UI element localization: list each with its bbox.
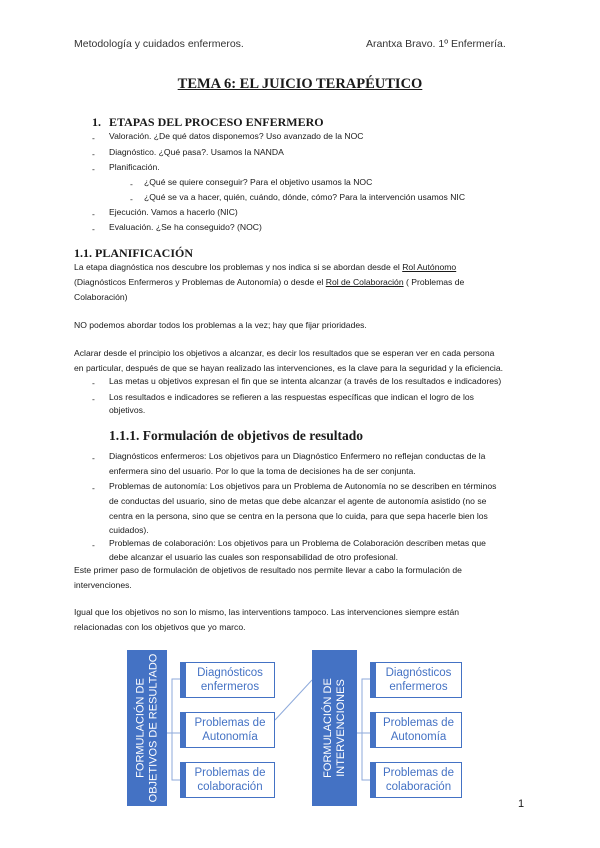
list-item: Problemas de autonomía: Los objetivos para un Problema de Autonomía no se describen en términos (109, 481, 497, 491)
dash-marker: - (92, 378, 95, 388)
dash-marker: - (92, 540, 95, 550)
list-item: cuidados). (109, 525, 149, 535)
intervenciones-bar (312, 650, 357, 806)
paragraph: relacionadas con los objetivos que yo marco. (74, 622, 246, 632)
dash-marker: - (130, 194, 133, 204)
paragraph: Aclarar desde el principio los objetivos a alcanzar, es decir los resultados que se esperan ver en cada persona (74, 348, 495, 358)
paragraph: NO podemos abordar todos los problemas a la vez; hay que fijar prioridades. (74, 320, 367, 330)
paragraph: Colaboración) (74, 292, 128, 302)
header-right: Arantxa Bravo. 1º Enfermería. (366, 38, 506, 50)
dash-marker: - (92, 224, 95, 234)
objetivos-bar-label: FORMULACIÓN DE OBJETIVOS DE RESULTADO (134, 653, 160, 803)
connector-line (275, 680, 312, 720)
header-left: Metodología y cuidados enfermeros. (74, 38, 244, 50)
connector-line (167, 679, 180, 733)
paragraph: Igual que los objetivos no son lo mismo, las interventions tampoco. Las intervenciones siempre están (74, 607, 460, 617)
list-item: Problemas de colaboración: Los objetivos para un Problema de Colaboración describen metas que (109, 538, 486, 548)
text-span: La etapa diagnóstica nos descubre los problemas y nos indica si se abordan desde el (74, 262, 403, 272)
dash-marker: - (130, 179, 133, 189)
list-item: centra en la persona, sino que se centra en la persona que lo cuida, para que sepa hacerle bien los (109, 511, 488, 521)
dash-marker: - (92, 164, 95, 174)
list-item: debe alcanzar el usuario las cuales son responsabilidad de otro profesional. (109, 552, 399, 562)
list-item: Valoración. ¿De qué datos disponemos? Uso avanzado de la NOC (109, 131, 364, 141)
list-item: Diagnósticos enfermeros: Los objetivos para un Diagnóstico Enfermero no reflejan conductas de la (109, 451, 486, 461)
paragraph: en particular, después de que se hayan realizado las intervenciones, es la clave para la seguridad y la eficiencia. (74, 363, 503, 373)
rol-autonomo-text: Rol Autónomo (402, 262, 457, 272)
rol-colaboracion-text: Rol de Colaboración (325, 277, 404, 287)
page-number: 1 (518, 798, 525, 810)
list-item: Las metas u objetivos expresan el fin que se intenta alcanzar (a través de los resultados e indicadores) (109, 376, 502, 386)
list-item: Planificación. (109, 162, 160, 172)
box-autonomia-left: Problemas de Autonomía (180, 712, 275, 748)
section11-heading: 1.1. PLANIFICACIÓN (74, 246, 194, 260)
dash-marker: - (92, 394, 95, 404)
list-subitem: ¿Qué se va a hacer, quién, cuándo, dónde, cómo? Para la intervención usamos NIC (144, 192, 466, 202)
paragraph: intervenciones. (74, 580, 132, 590)
section1-number: 1. (92, 115, 101, 129)
list-item: enfermera sino del usuario. Por lo que la toma de decisiones ha de ser conjunta. (109, 466, 416, 476)
list-item: de conductas del usuario, sino de metas que debe alcanzar el agente de autonomía asistido (no se (109, 496, 487, 506)
connector-line (362, 733, 370, 780)
list-item: objetivos. (109, 405, 146, 415)
list-item: Diagnóstico. ¿Qué pasa?. Usamos la NANDA (109, 147, 284, 157)
text-span: ( Problemas de (403, 277, 465, 287)
dash-marker: - (92, 453, 95, 463)
dash-marker: - (92, 149, 95, 159)
dash-marker: - (92, 209, 95, 219)
dash-marker: - (92, 133, 95, 143)
intervenciones-bar-label: FORMULACIÓN DE INTERVENCIONES (321, 678, 347, 778)
list-subitem: ¿Qué se quiere conseguir? Para el objetivo usamos la NOC (144, 177, 373, 187)
paragraph: Este primer paso de formulación de objetivos de resultado nos permite llevar a cabo la formulación de (74, 565, 462, 575)
box-colaboracion-right: Problemas de colaboración (370, 762, 462, 798)
list-item: Los resultados e indicadores se refieren a las respuestas específicas que indican el logro de los (109, 392, 474, 402)
list-item: Evaluación. ¿Se ha conseguido? (NOC) (109, 222, 262, 232)
text-span: (Diagnósticos Enfermeros y Problemas de Autonomía) o desde el (74, 277, 326, 287)
connector-line (172, 733, 180, 780)
section1-heading: ETAPAS DEL PROCESO ENFERMERO (109, 115, 324, 129)
list-item: Ejecución. Vamos a hacerlo (NIC) (109, 207, 238, 217)
dash-marker: - (92, 483, 95, 493)
section111-heading: 1.1.1. Formulación de objetivos de resultado (109, 428, 363, 443)
objetivos-bar (127, 650, 167, 806)
connector-line (357, 679, 370, 733)
page-title: TEMA 6: EL JUICIO TERAPÉUTICO (177, 76, 423, 92)
box-colaboracion-left: Problemas de colaboración (180, 762, 275, 798)
box-diagnosticos-left: Diagnósticos enfermeros (180, 662, 275, 698)
box-diagnosticos-right: Diagnósticos enfermeros (370, 662, 462, 698)
box-autonomia-right: Problemas de Autonomía (370, 712, 462, 748)
